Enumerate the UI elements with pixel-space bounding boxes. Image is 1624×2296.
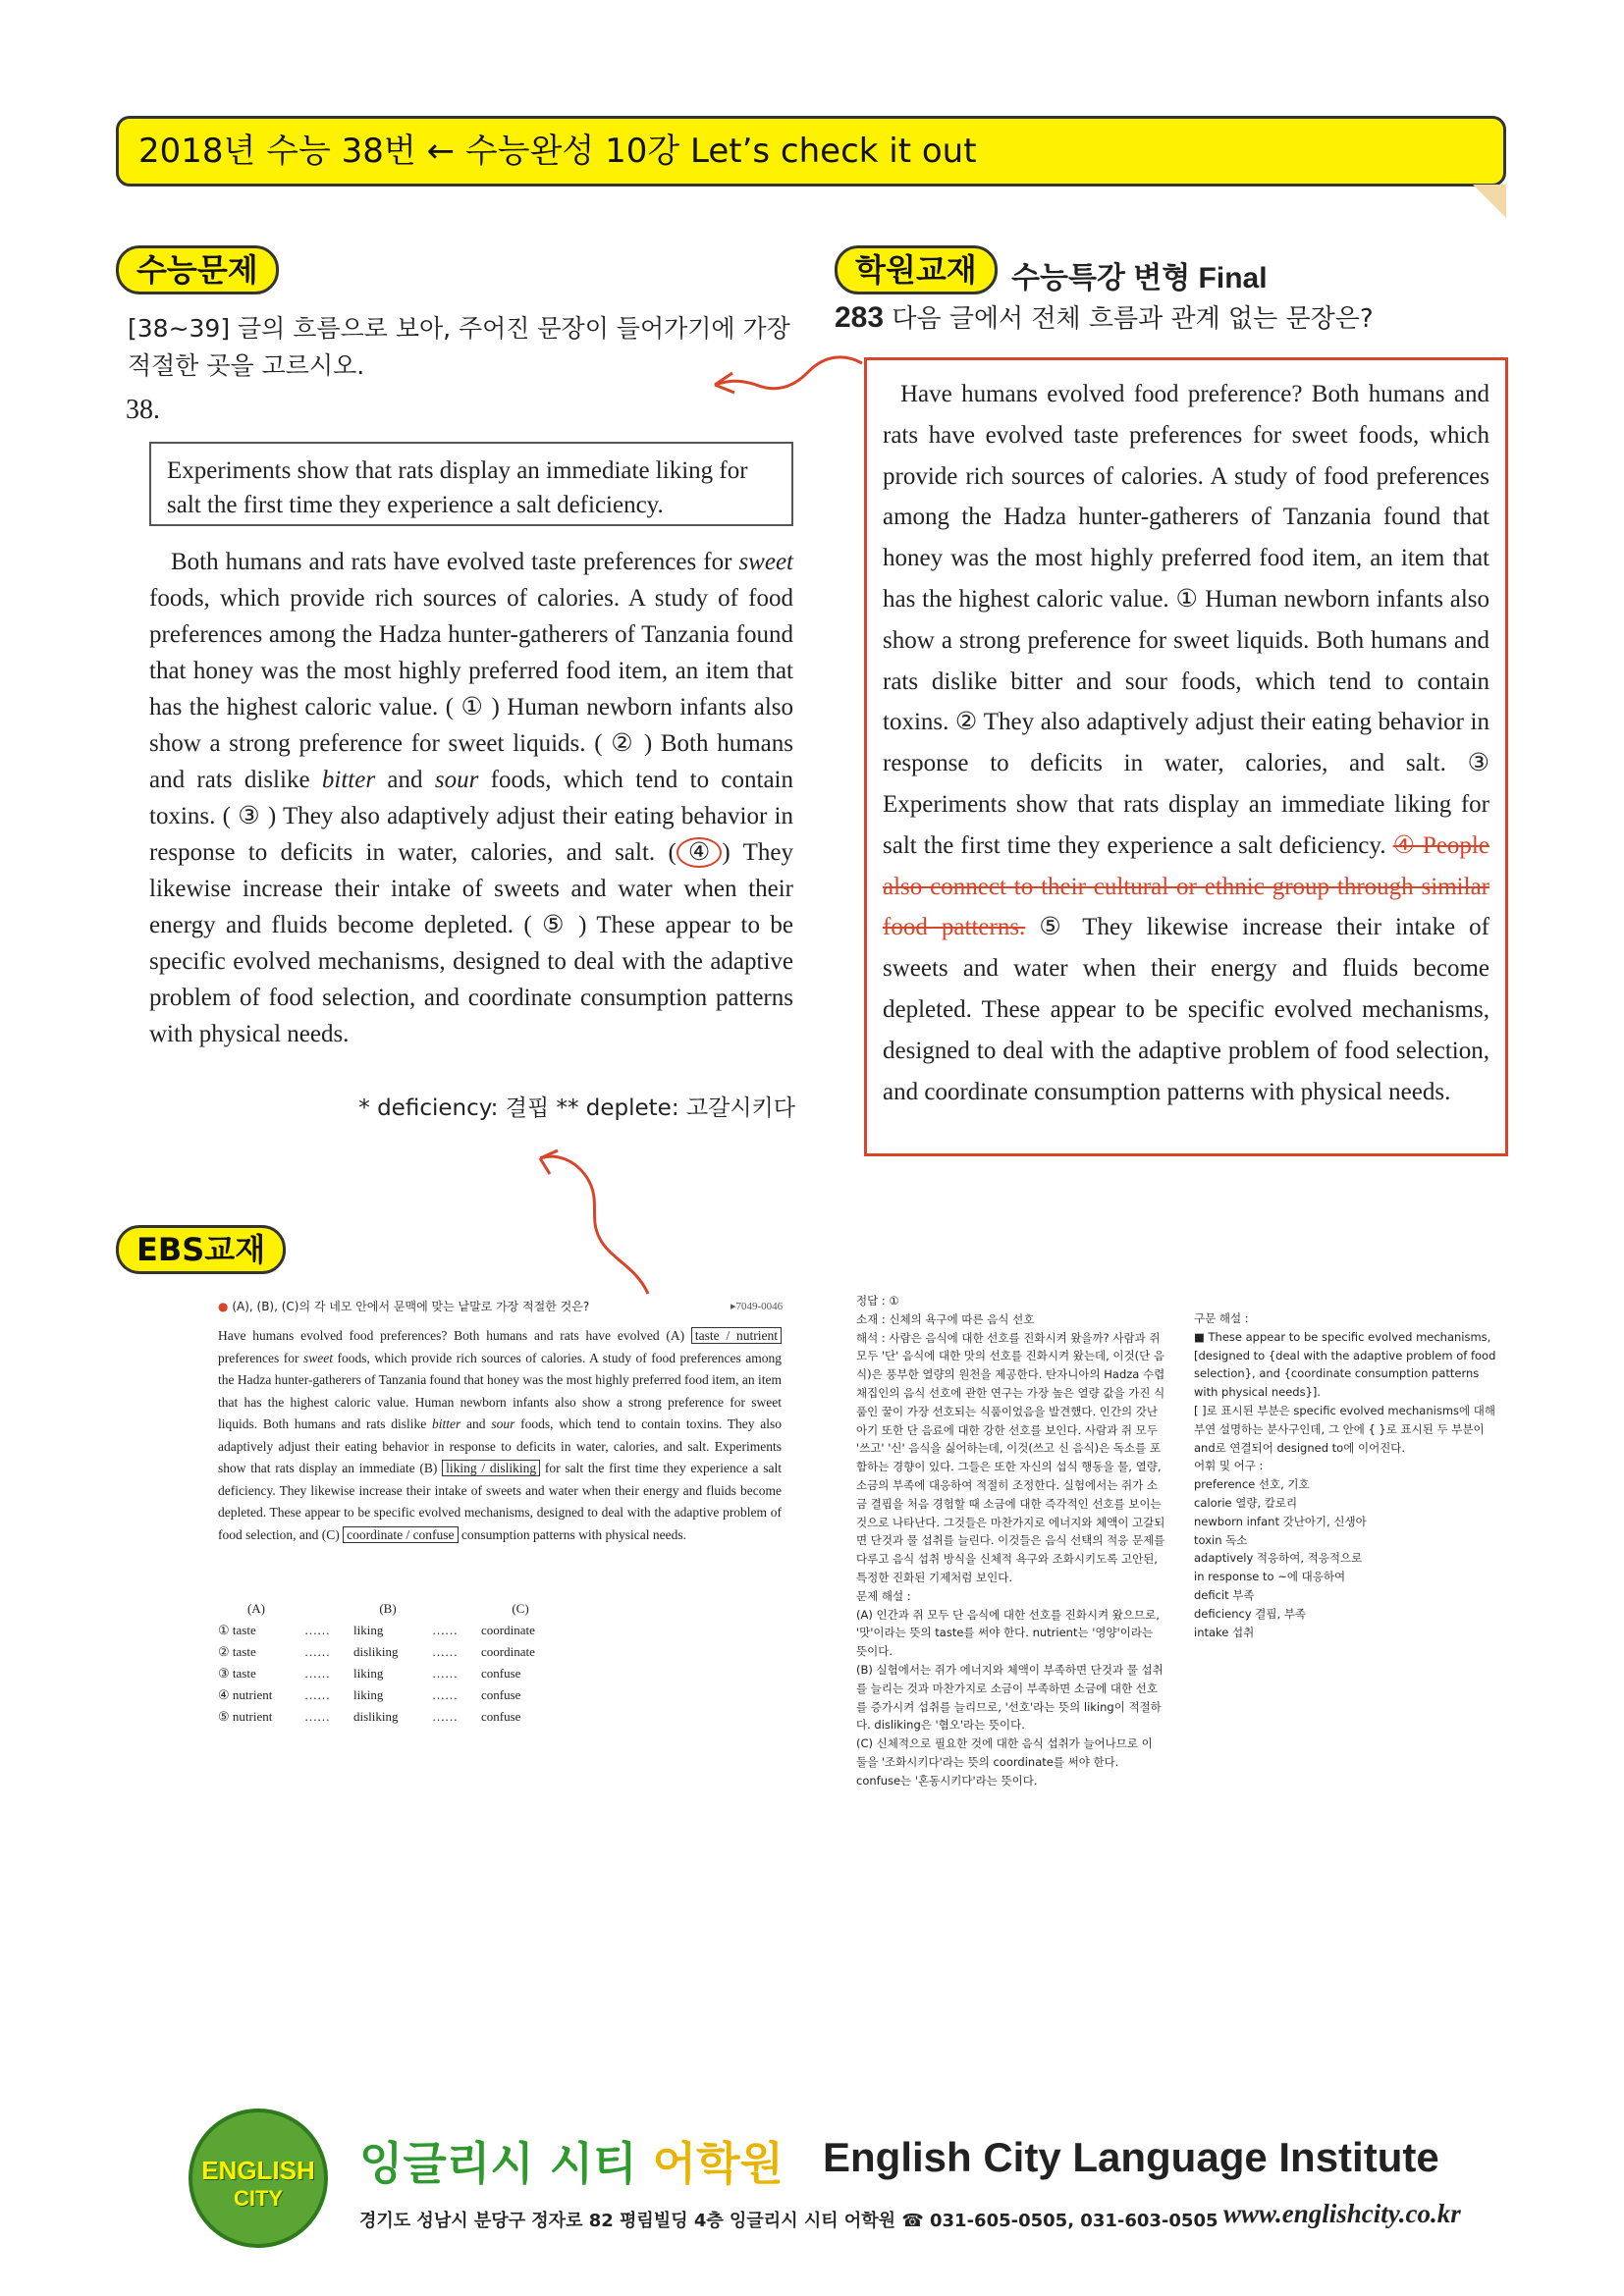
choice-box-b: liking / disliking [442,1460,540,1476]
logo-subtext: CITY [233,2186,284,2211]
passage-italic: sour [491,1416,515,1431]
vocab-item: toxin 독소 [1194,1532,1248,1547]
option-row[interactable]: ⑤ nutrient …… disliking …… confuse [218,1709,521,1724]
option-row[interactable]: ① taste …… liking …… coordinate [218,1623,535,1637]
banner-title: 2018년 수능 38번 ← 수능완성 10강 Let’s check it out [138,132,977,171]
logo [189,2156,328,2212]
footer-name-ko [359,2128,784,2193]
passage-text: foods, which provide rich sources of calories. A study of food preferences among the Hadza hunter-gatherers of Tanzania found that honey was the most highly preferred food item, an item that has the highest caloric value. Human newborn infants also show a strong preference for sweet liquids. Both humans and rats dislike [218,1350,782,1431]
passage-text: ) They likewise increase their intake of sweets and water when their energy and fluids become depleted. ( ⑤ ) These appear to be specific evolved mechanisms, designed to deal with the adaptive problem of food selection, and coordinate consumption patterns with physical needs. [149,839,793,1047]
passage-text: Have humans evolved food preferences? Both humans and rats have evolved (A) [218,1328,691,1343]
option-row[interactable]: ③ taste …… liking …… confuse [218,1666,521,1681]
passage-text: foods, which tend to contain toxins. They also adaptively adjust their eating behavior in response to deficits in water, calories, and salt. Experiments show that rats display an immediate (B) [218,1416,782,1475]
arrow-ebs-to-left-head [540,1150,558,1174]
passage-italic: sweet [738,549,793,575]
arrow-right-to-left [715,357,862,389]
header-a: (A) [246,1601,266,1616]
footnote: * deficiency: 결핍 ** deplete: 고갈시키다 [358,1095,795,1121]
passage-italic: sweet [303,1350,333,1365]
vocab-item: newborn infant 갓난아기, 신생아 [1194,1514,1367,1528]
label-academy: 학원교재 [835,245,998,294]
right-title: 수능특강 변형 Final [1011,262,1268,294]
explanation-a: (A) 인간과 쥐 모두 단 음식에 대한 선호를 진화시켜 왔으므로, '맛'이라는 뜻의 taste를 써야 한다. nutrient는 '영양'이라는 뜻이다. [856,1607,1160,1659]
footer-website-link[interactable]: www.englishcity.co.kr [1223,2199,1461,2228]
passage-italic: bitter [432,1416,461,1431]
answer-line: 정답 : ① [856,1294,899,1308]
choice-box-c: coordinate / confuse [343,1526,458,1543]
vocab-heading: 어휘 및 어구 : [1194,1459,1264,1473]
struck-sentence: ④ People also connect to their cultural or ethnic group through similar food patterns. [883,831,1489,941]
answer-circle-mark: ④ [677,837,723,868]
passage-text: foods, which provide rich sources of calories. A study of food preferences among the Hadza hunter-gatherers of Tanzania found that honey was the most highly preferred food item, an item that has the highest caloric value. ( ① ) Human newborn infants also show a strong preference for sweet liquids. ( ② ) Both humans and rats dislike [149,585,793,793]
given-sentence: Experiments show that rats display an immediate liking for salt the first time they experience a salt deficiency. [167,457,748,518]
passage-text: Both humans and rats have evolved taste preferences for [171,549,739,575]
explanation-b: (B) 실험에서는 쥐가 에너지와 체액이 부족하면 단것과 물 섭취를 늘리는 것과 마찬가지로 소금이 부족하면 소금에 대한 선호를 증가시켜 섭취를 늘리므로, '선호'라는 뜻의 liking이 적절하다. disliking은 '혐오'라는 뜻이다. [856,1662,1164,1733]
label-ebs: EBS교재 [116,1225,286,1274]
passage-italic: bitter [321,767,376,793]
question-number: 38. [126,395,160,425]
arrow-ebs-to-left [540,1156,648,1294]
footer-name-ko-a: 잉글리시 시티 [359,2137,653,2190]
footer-name-en: English City Language Institute [823,2134,1439,2180]
ebs-question-text: (A), (B), (C)의 각 네모 안에서 문맥에 맞는 낱말로 가장 적절한 것은? [232,1300,590,1313]
passage-text: and [375,767,435,793]
passage-text: preferences for [218,1350,303,1365]
option-row[interactable]: ② taste …… disliking …… coordinate [218,1644,535,1659]
footer-name-ko-b: 어학원 [652,2137,784,2190]
right-passage-a: Have humans evolved food preference? Both humans and rats have evolved taste preferences for sweet foods, which provide rich sources of calories. A study of food preferences among the Hadza hunter-gatherers of Tanzania found that honey was the most highly preferred food item, an item that has the highest caloric value. ① Human newborn infants also show a strong preference for sweet liquids. Both humans and rats dislike bitter and sour foods, which tend to contain toxins. ② They also adaptively adjust their eating behavior in response to deficits in water, calories, and salt. ③ Experiments show that rats display an immediate liking for salt the first time they experience a salt deficiency. [883,381,1489,859]
right-question-number: 283 [835,301,885,334]
label-suneung: 수능문제 [116,245,279,294]
passage-text: consumption patterns with physical needs. [458,1526,687,1542]
vocab-item: in response to ~에 대응하여 [1194,1570,1346,1584]
translation: 해석 : 사람은 음식에 대한 선호를 진화시켜 왔을까? 사람과 쥐 모두 '단' 음식에 대한 맛의 선호를 진화시켜 왔는데, 이것(단 음식)은 풍부한 열량의 원천을 제공한다. 탄자니아의 Hadza 수렵 채집인의 음식 선호에 관한 연구는 가장 높은 열량 값을 가진 식품인 꿀이 가장 선호되는 식품이었음을 발견했다. 인간의 갓난아기 또한 단 음료에 대한 강한 선호를 보인다. 사람과 쥐 모두 '쓰고' '신' 음식을 싫어하는데, 이것(쓰고 신 음식)은 독소를 포함하는 경향이 있다. 그들은 또한 자신의 섭식 행동을 물, 열량, 소금의 부족에 대응하여 적절히 조정한다. 실험에서는 쥐가 소금 결핍을 처음 경험할 때 소금에 대한 즉각적인 선호를 보이는 것으로 나타난다. 그것들은 마찬가지로 에너지와 체액이 고갈되면 단것과 물 섭취를 늘린다. 이것들은 음식 선택의 적응 문제를 다루고 음식 섭취 방식을 신체적 욕구와 조화시키도록 고안된, 특정한 진화된 기제처럼 보인다. [856,1330,1165,1584]
right-question-text: 다음 글에서 전체 흐름과 관계 없는 문장은? [892,304,1374,334]
question-marker-icon: ● [218,1300,229,1313]
explanation-heading: 문제 해설 : [856,1588,911,1603]
explanation-c: (C) 신체적으로 필요한 것에 대한 음식 섭취가 늘어나므로 이 둘을 '조화시키다'라는 뜻의 coordinate를 써야 한다. confuse는 '혼동시키다'라는 뜻이다. [856,1736,1153,1788]
choice-box-a: taste / nutrient [691,1327,782,1344]
option-row[interactable]: ④ nutrient …… liking …… confuse [218,1687,521,1702]
header-b: (B) [379,1601,397,1616]
syntax-heading: 구문 해설 : [1194,1311,1249,1325]
logo-text: ENGLISH [201,2156,315,2185]
vocab-item: adaptively 적응하여, 적응적으로 [1194,1551,1363,1566]
vocab-item: preference 선호, 기호 [1194,1477,1310,1492]
instruction: [38~39] 글의 흐름으로 보아, 주어진 문장이 들어가기에 가장 적절한 곳을 고르시오. [128,314,790,380]
passage-text: for salt the first time they experience a salt deficiency. They likewise increase their intake of sweets and water when their energy and fluids become depleted. These appear to be specific evolved mechanisms, designed to deal with the adaptive problem of food selection, and (C) [218,1461,782,1542]
vocab-item: deficiency 결핍, 부족 [1194,1606,1307,1621]
footer-address: 경기도 성남시 분당구 정자로 82 평림빌딩 4층 잉글리시 시티 어학원 ☎ 031-605-0505, 031-603-0505 [359,2211,1218,2231]
passage-text: and [460,1416,492,1431]
header-c: (C) [512,1601,529,1616]
right-passage-b: ⑤ They likewise increase their intake of sweets and water when their energy and fluids become depleted. These appear to be specific evolved mechanisms, designed to deal with the adaptive problem of food selection, and coordinate consumption patterns with physical needs. [883,914,1490,1105]
ebs-question-code: ▸7049-0046 [731,1301,784,1312]
passage-italic: sour [434,767,479,793]
passage-text: foods, which tend to contain toxins. ( ③ ) They also adaptively adjust their eating behavior in response to deficits in water, calories, and salt. ( [149,767,793,866]
syntax-example: ■ These appear to be specific evolved mechanisms, [designed to {deal with the adaptive problem of food selection}, and {coordinate consumption patterns with physical needs}]. [1194,1329,1496,1400]
topic-line: 소재 : 신체의 욕구에 따른 음식 선호 [856,1311,1035,1326]
vocab-item: deficit 부족 [1194,1587,1255,1602]
syntax-note: [ ]로 표시된 부분은 specific evolved mechanisms에 대해 부연 설명하는 분사구인데, 그 안에 { }로 표시된 두 부분이 and로 연결되어 designed to에 이어진다. [1194,1403,1495,1455]
vocab-item: calorie 열량, 칼로리 [1194,1495,1298,1510]
vocab-item: intake 섭취 [1194,1625,1255,1639]
